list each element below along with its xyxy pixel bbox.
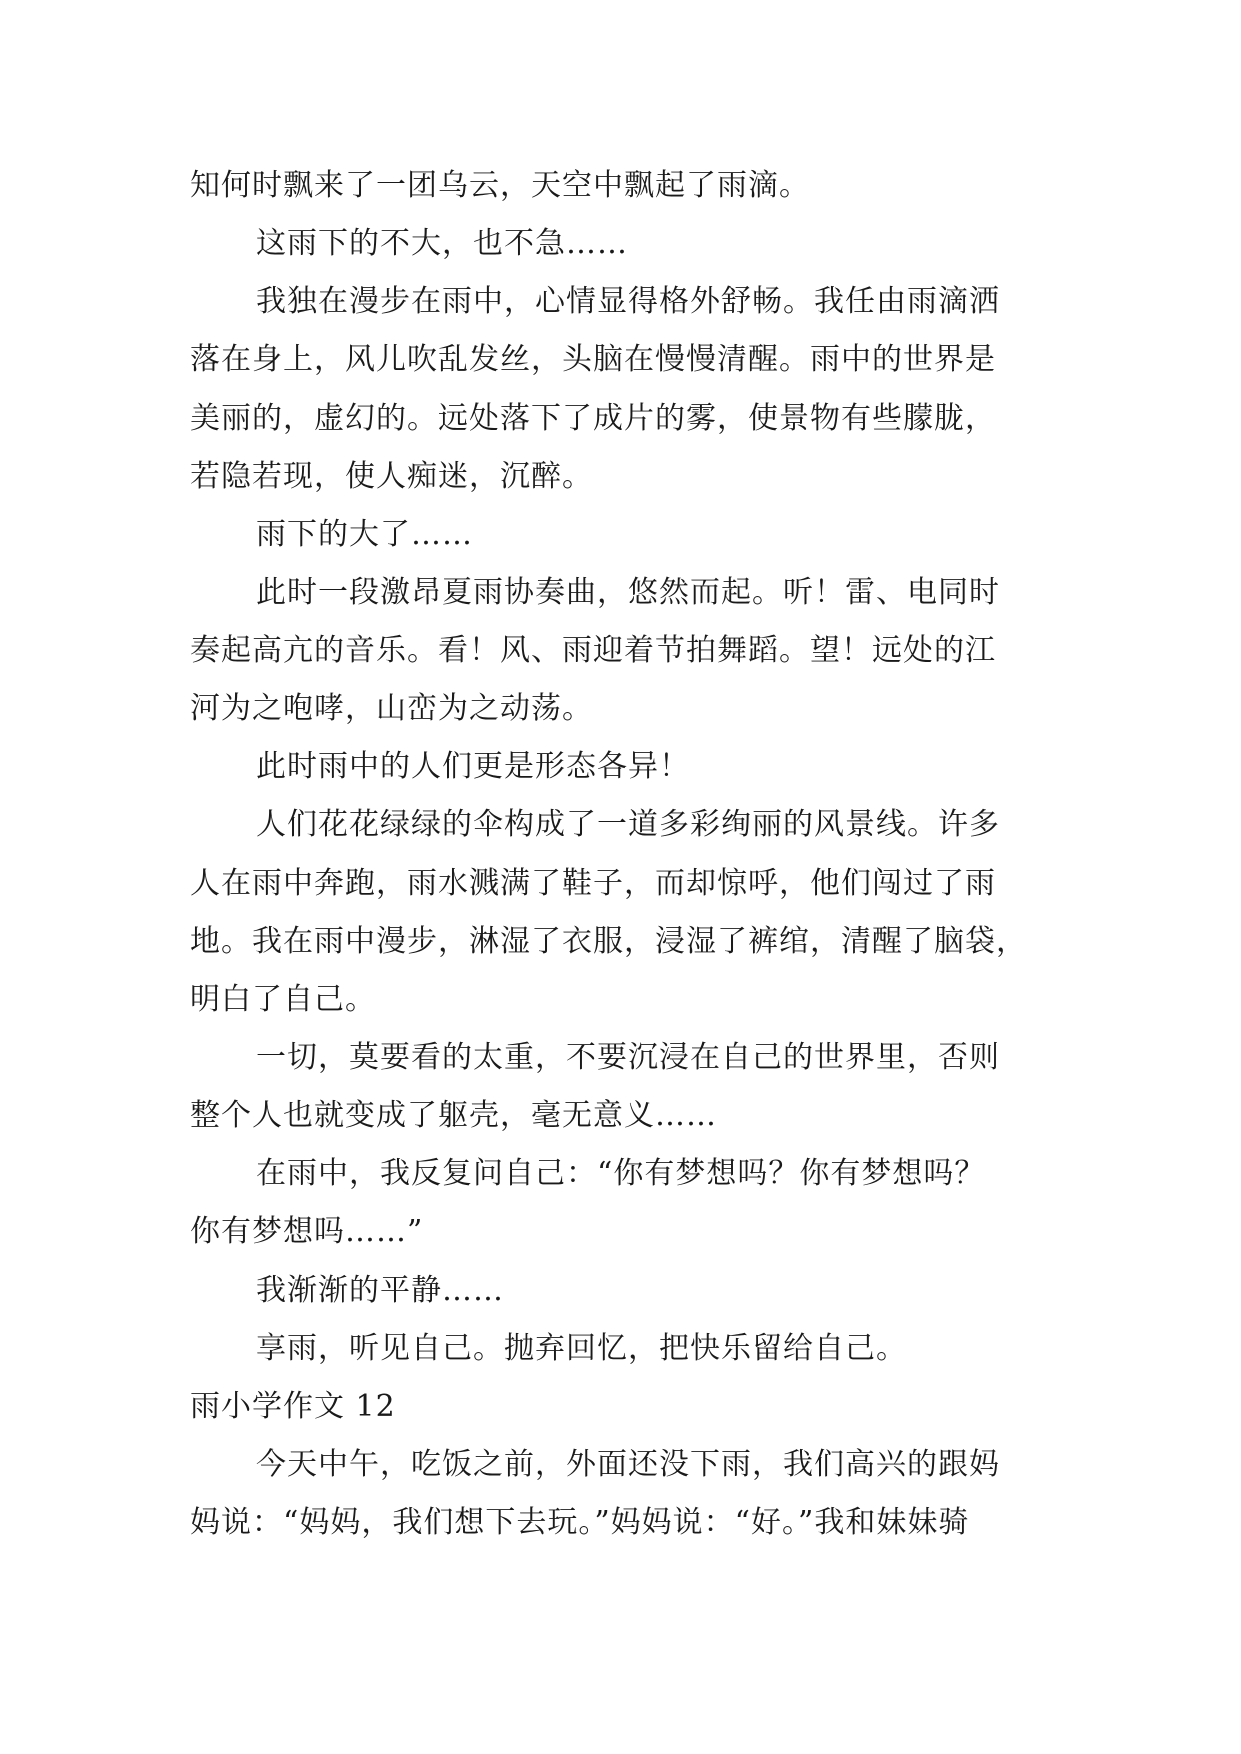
text-line: 我渐渐的平静…… [256,1273,504,1308]
text-line: 人们花花绿绿的伞构成了一道多彩绚丽的风景线。许多 [256,807,1000,842]
text-line: 今天中午，吃饭之前，外面还没下雨，我们高兴的跟妈 [256,1447,1000,1482]
text-line: 地。我在雨中漫步，淋湿了衣服，浸湿了裤绾，清醒了脑袋， [190,924,1027,959]
text-line: 奏起高亢的音乐。看！风、雨迎着节拍舞蹈。望！远处的江 [190,633,996,668]
text-line: 河为之咆哮，山峦为之动荡。 [190,691,593,726]
text-line: 知何时飘来了一团乌云，天空中飘起了雨滴。 [190,168,810,203]
text-line: 在雨中，我反复问自己：“你有梦想吗？你有梦想吗？ [256,1156,986,1191]
text-line: 此时雨中的人们更是形态各异！ [256,749,690,784]
text-line: 妈说：“妈妈，我们想下去玩。”妈妈说：“好。”我和妹妹骑 [190,1505,970,1540]
text-line: 美丽的，虚幻的。远处落下了成片的雾，使景物有些朦胧， [190,401,996,436]
text-line: 落在身上，风儿吹乱发丝，头脑在慢慢清醒。雨中的世界是 [190,342,996,377]
text-line: 你有梦想吗……” [190,1214,424,1249]
text-line: 享雨，听见自己。抛弃回忆，把快乐留给自己。 [256,1331,907,1366]
text-line: 整个人也就变成了躯壳，毫无意义…… [190,1098,717,1133]
text-line: 我独在漫步在雨中，心情显得格外舒畅。我任由雨滴洒 [256,284,1000,319]
section-heading: 雨小学作文 12 [190,1389,396,1424]
text-line: 人在雨中奔跑，雨水溅满了鞋子，而却惊呼，他们闯过了雨 [190,866,996,901]
text-line: 此时一段激昂夏雨协奏曲，悠然而起。听！雷、电同时 [256,575,1000,610]
text-line: 若隐若现，使人痴迷，沉醉。 [190,459,593,494]
text-line: 一切，莫要看的太重，不要沉浸在自己的世界里，否则 [256,1040,1000,1075]
text-line: 雨下的大了…… [256,517,473,552]
text-line: 这雨下的不大，也不急…… [256,226,628,261]
text-line: 明白了自己。 [190,982,376,1017]
